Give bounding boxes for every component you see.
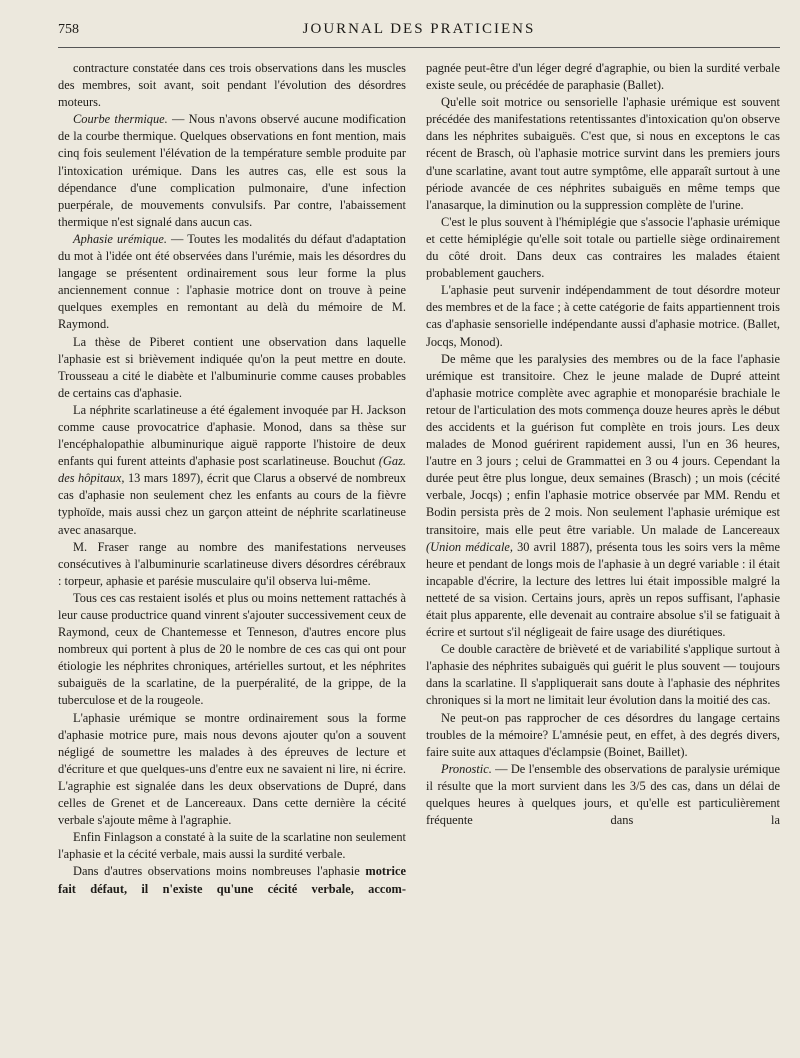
paragraph <box>58 111 406 231</box>
bold-run: motrice fait défaut, il n'existe qu'une cécité verbale, accom- <box>58 864 406 896</box>
text-run: — Nous n'avons observé aucune modification de la courbe thermique. Quelques observations en font mention, mais cinq fois seulement l'élévation de la température semble produite par l'intoxication urémique. Dans les autres cas, elle est sous la dépendance d'une complication pulmonaire, d'une infection puerpérale, de mouvements convulsifs. Par contre, l'abaissement thermique n'est signalé dans aucun cas. <box>58 112 406 229</box>
paragraph <box>58 710 406 830</box>
text-run: De même que les paralysies des membres ou de la face l'aphasie urémique est transitoire. Chez le jeune malade de Dupré atteint d'aphasie motrice complète avec agraphie et monoparésie brachiale le retour de l'articulation des mots commença douze heures après le début des accidents et la guérison fut complète en trois jours. Les deux malades de Monod guérirent rapidement aussi, l'un en 36 heures, l'autre en 3 jours ; celui de Grammattei en 3 ou 4 jours. Cependant la durée peut être plus longue, deux semaines (Brasch) ; un mois (cécité verbale, Jocqs) ; enfin l'aphasie motrice observée par MM. Rendu et Bodin persista près de 2 mois. Non seulement l'aphasie urémique est transitoire, mais elle peut être variable. Un malade de Lancereaux <box>426 351 780 537</box>
italic-run: Courbe thermique. <box>73 112 168 127</box>
text-run: — De l'ensemble des observations de paralysie urémique il résulte que la mort survient dans les 3/5 des cas, dans un délai de quelques heures à quelques jours, et qu'elle est particulièrement fréquente dans la <box>426 761 780 828</box>
text-run: Ne peut-on pas rapprocher de ces désordres du langage certains troubles de la mémoire? L'amnésie peut, en effet, à des degrés divers, faire suite aux attaques d'éclampsie (Boinet, Baillet). <box>426 710 780 759</box>
italic-run: Pronostic. <box>441 761 492 776</box>
text-run: contracture constatée dans ces trois observations dans les muscles des membres, soit avant, soit pendant l'évolution des désordres moteurs. <box>58 61 406 110</box>
right-column <box>426 60 780 1050</box>
paragraph <box>58 829 406 863</box>
text-run: — Toutes les modalités du défaut d'adaptation du mot à l'idée ont été observées dans l'urémie, mais les désordres du langage se présentent ordinairement sous leur forme la plus anciennement connue : l'aphasie motrice dont on trouve à peine quelques exemples en remontant au delà du mémoire de M. Raymond. <box>58 231 406 332</box>
text-run: La néphrite scarlatineuse a été également invoquée par H. Jackson comme cause provocatrice d'aphasie. Monod, dans sa thèse sur l'encéphalopathie albuminurique aiguë rapporte l'histoire de deux enfants qui furent atteints d'aphasie post scarlatineuse. Bouchut <box>58 402 406 469</box>
header-rule <box>58 47 780 48</box>
text-run: Enfin Finlagson a constaté à la suite de la scarlatine non seulement l'aphasie et la cécité verbale, mais aussi la surdité verbale. <box>58 830 406 862</box>
text-run: Tous ces cas restaient isolés et plus ou moins nettement rattachés à leur cause productrice quand vinrent s'ajouter successivement ceux de Raymond, ceux de Chantemesse et Tenneson, d'autres encore plus nombreux qui portent à plus de 20 le nombre de ces cas qui ont pour étiologie les néphrites chroniques, artérielles surtout, et les néphrites subaiguës de la scarlatine, de la puerpéralité, de la grippe, de la tuberculose et de la rougeole. <box>58 590 406 708</box>
text-run: 13 mars 1897), écrit que Clarus a observé de nombreux cas d'aphasie non seulement chez les enfants au cours de la fièvre typhoïde, mais aussi chez un garçon atteint de néphrite scarlatineuse avec anasarque. <box>58 471 406 537</box>
paragraph <box>58 60 406 111</box>
text-run: pagnée peut-être d'un léger degré d'agraphie, ou bien la surdité verbale existe seule, ou précédée de paraphasie (Ballet). <box>426 61 780 93</box>
paragraph <box>58 863 406 897</box>
paragraph <box>58 590 406 710</box>
paragraph <box>426 214 780 282</box>
text-run: Ce double caractère de brièveté et de variabilité s'applique surtout à l'aphasie des néphrites subaiguës qui guérit le plus souvent — toujours dans la scarlatine. Il s'appliquerait sans doute à l'aphasie des néphrites chroniques si la mort ne limitait leur évolution dans la moitié des cas. <box>426 642 780 708</box>
text-run: 30 avril 1887), présenta tous les soirs vers la même heure et pendant de longs mois de l'aphasie à un degré variable : il était incapable d'écrire, la lecture des lettres lui était impossible malgré la netteté de sa vision. Certains jours, après un repos suffisant, l'aphasie était plus apparente, elle devenait au contraire absolue s'il se fatiguait à écrire et surtout s'il négligeait de faire usage des diurétiques. <box>426 539 780 640</box>
paragraph <box>426 60 780 94</box>
page-number: 758 <box>58 22 79 37</box>
text-run: L'aphasie urémique se montre ordinairement sous la forme d'aphasie motrice pure, mais nous devons ajouter qu'on a souvent négligé de soumettre les malades à des épreuves de lecture et d'écriture et que quelques-uns d'entre eux ne savaient ni lire, ni écrire. L'agraphie est signalée dans les deux observations de Dupré, dans celles de Grenet et de Lancereaux. Dans cette dernière la cécité verbale s'ajoute même à l'agraphie. <box>58 710 406 828</box>
paragraph <box>426 641 780 709</box>
text-run: La thèse de Piberet contient une observation dans laquelle l'aphasie est si brièvement indiquée qu'on la peut mettre en doute. Trousseau a cité le diabète et l'albuminurie comme causes probables de certains cas d'aphasie. <box>58 334 406 400</box>
italic-run: (Gaz. des hôpitaux, <box>58 454 406 486</box>
page-header <box>58 18 780 44</box>
paragraph <box>426 761 780 829</box>
paragraph <box>58 231 406 334</box>
text-run: M. Fraser range au nombre des manifestations nerveuses consécutives à l'albuminurie scarlatineuse divers désordres cérébraux : torpeur, aphasie et parésie musculaire qu'il observa lui-même. <box>58 539 406 588</box>
text-run: C'est le plus souvent à l'hémiplégie que s'associe l'aphasie urémique et cette hémiplégie qu'elle soit totale ou partielle siège ordinairement du côté droit. Dans deux cas contraires les malades étaient probablement gauchers. <box>426 214 780 281</box>
text-run: L'aphasie peut survenir indépendamment de tout désordre moteur des membres et de la face ; à cette catégorie de faits appartiennent trois cas d'aphasie sensorielle indépendante aussi d'aphasie motrice. (Ballet, Jocqs, Monod). <box>426 283 780 349</box>
text-run: Dans d'autres observations moins nombreuses l'aphasie <box>73 864 366 879</box>
paragraph <box>58 334 406 402</box>
paragraph <box>58 539 406 590</box>
paragraph <box>426 710 780 761</box>
journal-title: JOURNAL DES PRATICIENS <box>302 21 536 37</box>
italic-run: Aphasie urémique. <box>73 231 167 246</box>
text-run: Qu'elle soit motrice ou sensorielle l'aphasie urémique est souvent précédée des manifestations retentissantes d'intoxication qu'on observe dans les néphrites subaiguës. C'est que, si nous en exceptons le cas récent de Brasch, où l'aphasie motrice survint dans les premiers jours d'une scarlatine, avant tout autre symptôme, elle apparaît surtout à une période avancée de ces néphrites subaiguës en même temps que l'anasarque, la diminution ou la suppression complète de l'urine. <box>426 95 780 212</box>
italic-run: (Union médicale, <box>426 539 514 554</box>
paragraph <box>426 351 780 642</box>
paragraph <box>426 94 780 214</box>
left-column <box>58 60 406 1050</box>
paragraph <box>58 402 406 539</box>
paragraph <box>426 282 780 350</box>
